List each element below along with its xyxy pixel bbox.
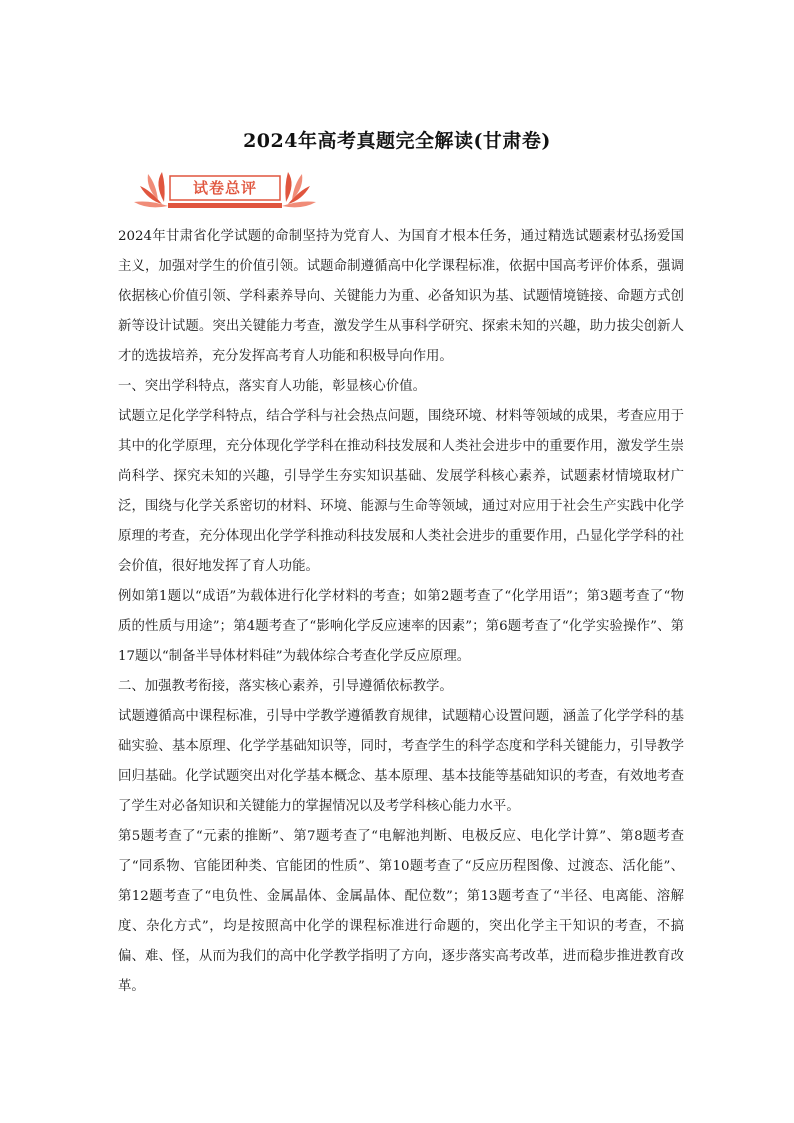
banner-label: 试卷总评: [192, 179, 257, 197]
laurel-branch-right-icon: [282, 172, 316, 207]
paragraph-intro: 2024年甘肃省化学试题的命制坚持为党育人、为国育才根本任务，通过精选试题素材弘扬爱国主义，加强对学生的价值引领。试题命制遵循高中化学课程标准，依据中国高考评价体系，强调依据核心价值引领、学科素养导向、关键能力为重、必备知识为基、试题情境链接、命题方式创新等设计试题。突出关键能力考查，激发学生从事科学研究、探索未知的兴趣，助力拔尖创新人才的选拔培养，充分发挥高考育人功能和积极导向作用。: [118, 229, 684, 364]
paragraph-examples-2: 第5题考查了“元素的推断”、第7题考查了“电解池判断、电极反应、电化学计算”、第8题考查了“同系物、官能团种类、官能团的性质”、第10题考查了“反应历程图像、过渡态、活化能”、第12题考查了“电负性、金属晶体、金属晶体、配位数”；第13题考查了“半径、电离能、溶解度、杂化方式”，均是按照高中化学的课程标准进行命题的，突出化学主干知识的考查，不搞偏、难、怪，从而为我们的高中化学教学指明了方向，逐步落实高考改革，进而稳步推进教育改革。: [118, 829, 684, 994]
section-heading-1: 一、突出学科特点，落实育人功能，彰显核心价值。: [118, 379, 426, 394]
section-heading-2: 二、加强教考衔接，落实核心素养，引导遵循依标教学。: [118, 679, 453, 694]
paragraph-section-2: 试题遵循高中课程标准，引导中学教学遵循教育规律，试题精心设置问题，涵盖了化学学科的基础实验、基本原理、化学学基础知识等，同时，考查学生的科学态度和学科关键能力，引导教学回归基础。化学试题突出对化学基本概念、基本原理、基本技能等基础知识的考查，有效地考查了学生对必备知识和关键能力的掌握情况以及考学科核心能力水平。: [118, 709, 684, 814]
document-body: [118, 222, 684, 1002]
section-banner: [128, 170, 322, 214]
paragraph-section-1: 试题立足化学学科特点，结合学科与社会热点问题，围绕环境、材料等领域的成果，考查应用于其中的化学原理，充分体现化学学科在推动科技发展和人类社会进步中的重要作用，激发学生崇尚科学、探究未知的兴趣，引导学生夯实知识基础、发展学科核心素养，试题素材情境取材广泛，围绕与化学关系密切的材料、环境、能源与生命等领域，通过对应用于社会生产实践中化学原理的考查，充分体现出化学学科推动科技发展和人类社会进步的重要作用，凸显化学学科的社会价值，很好地发挥了育人功能。: [118, 409, 684, 574]
paragraph-examples-1: 例如第1题以“成语”为载体进行化学材料的考查；如第2题考查了“化学用语”；第3题考查了“物质的性质与用途”；第4题考查了“影响化学反应速率的因素”；第6题考查了“化学实验操作”、第17题以“制备半导体材料硅”为载体综合考查化学反应原理。: [118, 589, 684, 664]
laurel-branch-left-icon: [134, 172, 168, 207]
document-title: 2024年高考真题完全解读(甘肃卷): [243, 130, 551, 152]
